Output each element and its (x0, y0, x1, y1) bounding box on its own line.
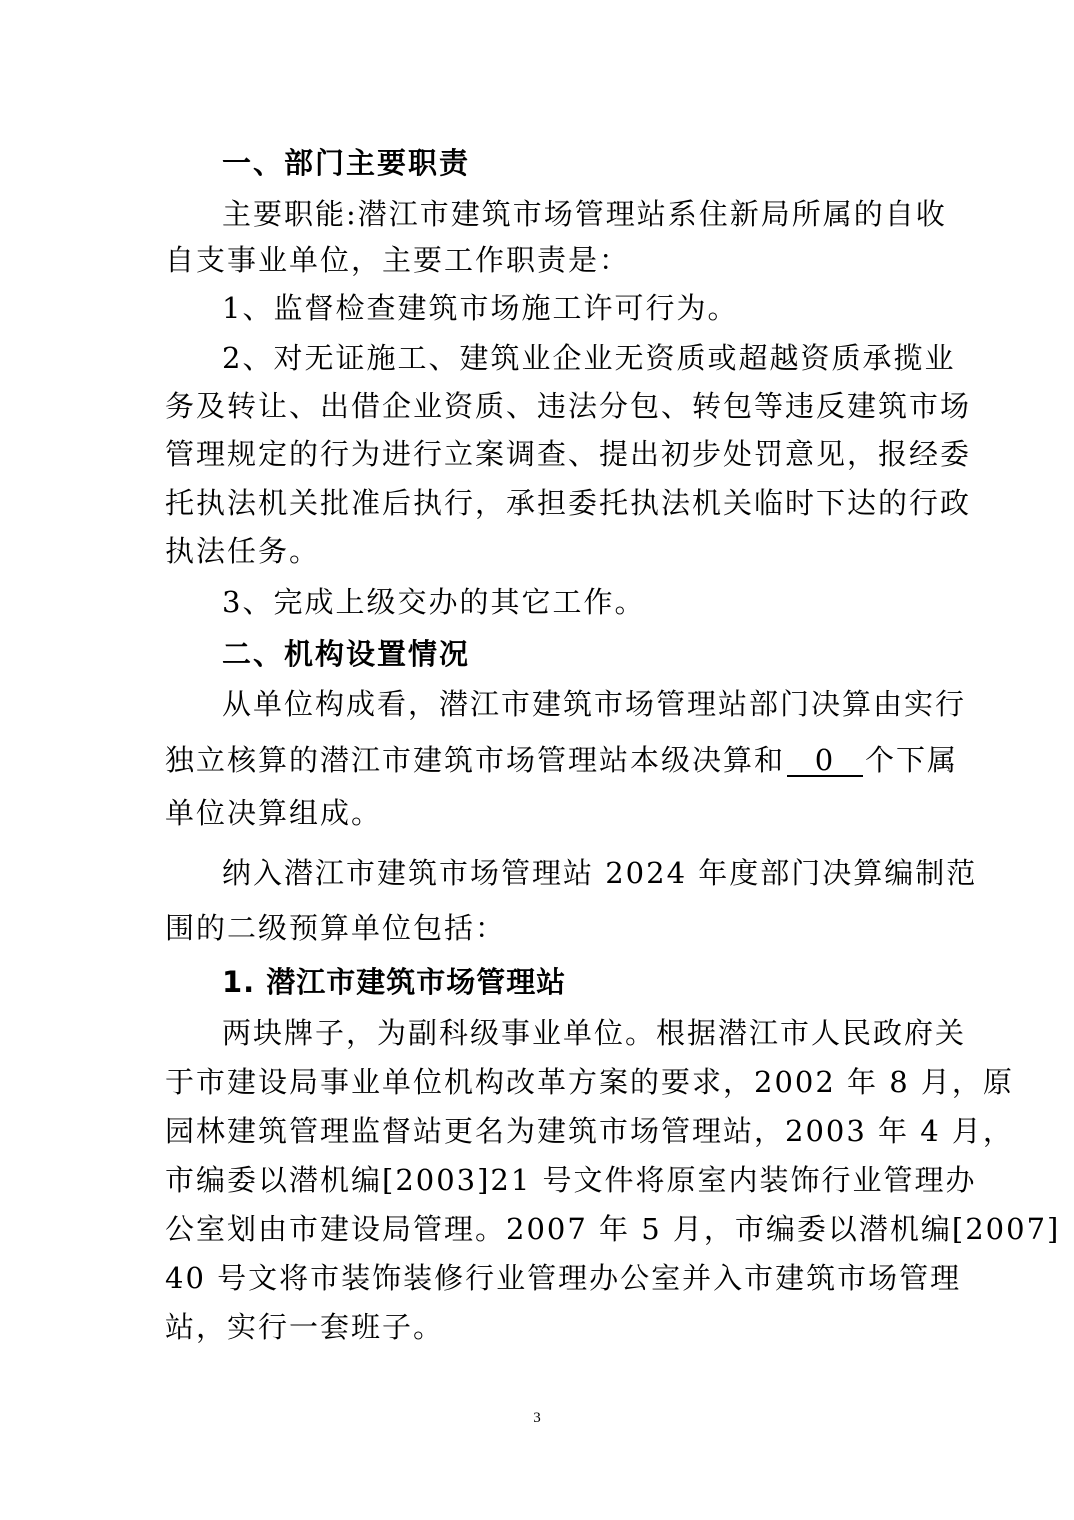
unit-paragraph-line-5: 公室划由市建设局管理。2007 年 5 月，市编委以潜机编[2007] (165, 1212, 1061, 1246)
organization-paragraph-2-line-2: 围的二级预算单位包括： (165, 911, 507, 945)
duties-intro-line-1: 主要职能:潜江市建筑市场管理站系住新局所属的自收 (222, 197, 947, 231)
organization-paragraph-1-line-3: 单位决算组成。 (165, 796, 383, 830)
unit-paragraph-line-2: 于市建设局事业单位机构改革方案的要求，2002 年 8 月，原 (165, 1065, 1014, 1099)
organization-text-after-blank: 个下属 (865, 743, 959, 777)
organization-paragraph-2-line-1: 纳入潜江市建筑市场管理站 2024 年度部门决算编制范 (222, 856, 978, 890)
duty-item-2-line-4: 托执法机关批准后执行，承担委托执法机关临时下达的行政 (165, 486, 972, 520)
unit-paragraph-line-7: 站，实行一套班子。 (165, 1310, 445, 1344)
page-number: 3 (533, 1410, 541, 1426)
duties-intro-line-2: 自支事业单位，主要工作职责是： (165, 243, 631, 277)
unit-paragraph-line-6: 40 号文将市装饰装修行业管理办公室并入市建筑市场管理 (165, 1261, 962, 1295)
unit-paragraph-line-4: 市编委以潜机编[2003]21 号文件将原室内装饰行业管理办 (165, 1163, 977, 1197)
section-heading-duties: 一、部门主要职责 (222, 146, 471, 180)
subordinate-unit-count: 0 (787, 745, 863, 777)
organization-text-before-blank: 独立核算的潜江市建筑市场管理站本级决算和 (165, 743, 786, 777)
duty-item-2-line-2: 务及转让、出借企业资质、违法分包、转包等违反建筑市场 (165, 389, 972, 423)
duty-item-2-line-5: 执法任务。 (165, 534, 321, 568)
duty-item-1: 1、监督检查建筑市场施工许可行为。 (222, 291, 739, 325)
unit-paragraph-line-3: 园林建筑管理监督站更名为建筑市场管理站，2003 年 4 月， (165, 1114, 1014, 1148)
unit-heading: 1. 潜江市建筑市场管理站 (222, 965, 567, 999)
organization-paragraph-1-line-1: 从单位构成看，潜江市建筑市场管理站部门决算由实行 (222, 687, 967, 721)
unit-paragraph-line-1: 两块牌子，为副科级事业单位。根据潜江市人民政府关 (222, 1016, 967, 1050)
duty-item-2-line-1: 2、对无证施工、建筑业企业无资质或超越资质承揽业 (222, 341, 956, 375)
duty-item-3: 3、完成上级交办的其它工作。 (222, 585, 646, 619)
section-heading-organization: 二、机构设置情况 (222, 637, 471, 671)
organization-paragraph-1-line-2 (165, 740, 959, 780)
duty-item-2-line-3: 管理规定的行为进行立案调查、提出初步处罚意见，报经委 (165, 437, 972, 471)
